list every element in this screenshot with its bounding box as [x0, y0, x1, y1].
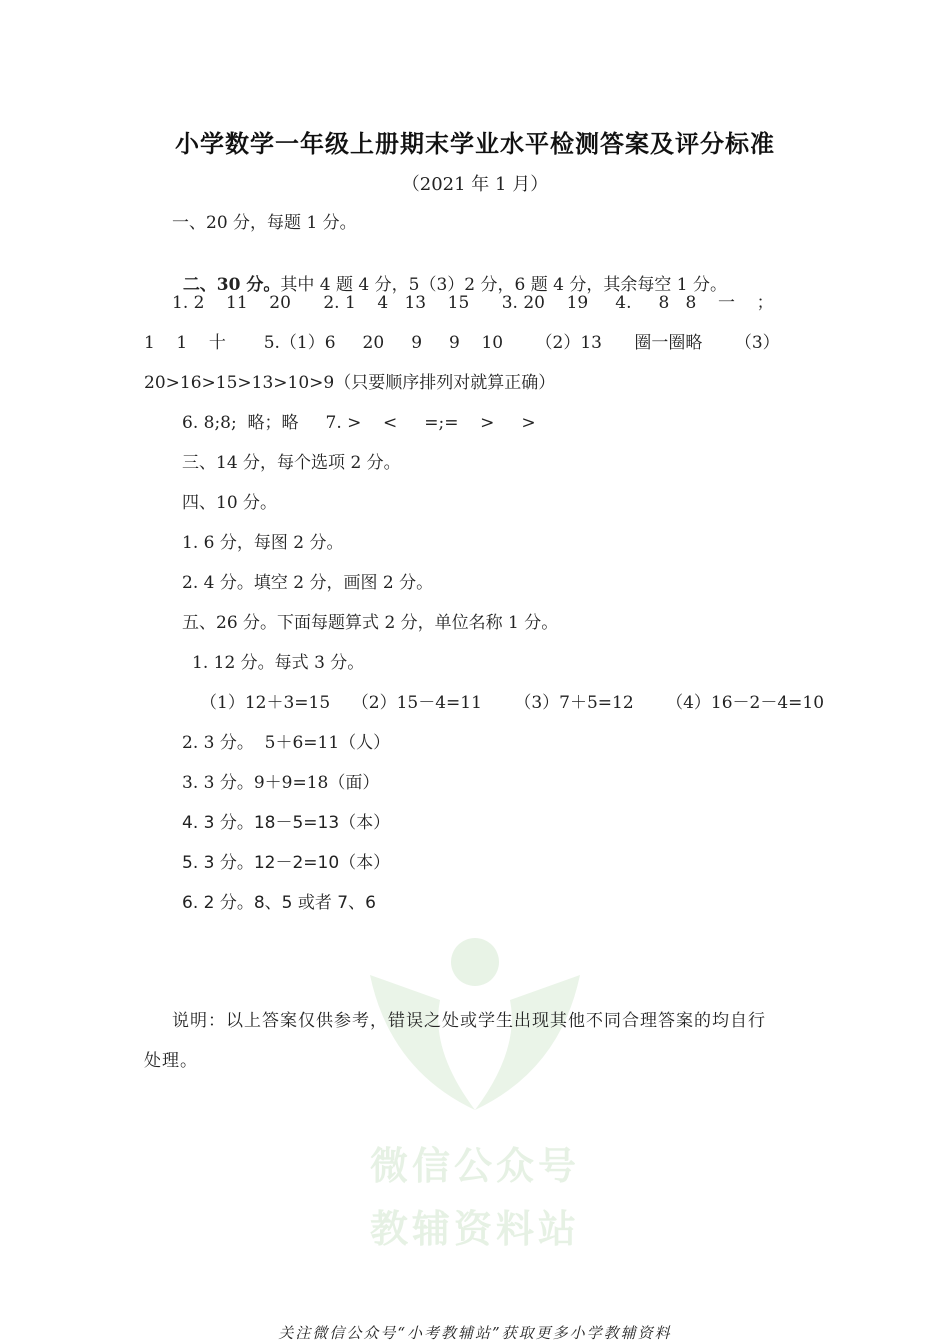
footer-promo: 关注微信公众号“小考教辅站”获取更多小学教辅资料 — [278, 1324, 672, 1342]
watermark-text-1: 微信公众号 — [369, 1144, 580, 1188]
document-title: 小学数学一年级上册期末学业水平检测答案及评分标准 — [175, 129, 775, 158]
section-5-item-3: 3. 3 分。9＋9=18（面） — [182, 773, 380, 793]
section-5: 五、26 分。下面每题算式 2 分，单位名称 1 分。 — [182, 613, 559, 633]
watermark-text-2: 教辅资料站 — [369, 1207, 580, 1251]
section-4-item-2: 2. 4 分。填空 2 分，画图 2 分。 — [182, 573, 434, 593]
note-line-2: 处理。 — [144, 1051, 198, 1071]
section-5-item-1: 1. 12 分。每式 3 分。 — [192, 653, 365, 673]
section-5-item-6: 6. 2 分。8、5 或者 7、6 — [182, 893, 376, 913]
section-2 — [172, 252, 727, 296]
section-4-item-1: 1. 6 分，每图 2 分。 — [182, 533, 344, 553]
section-3: 三、14 分，每个选项 2 分。 — [182, 453, 401, 473]
answer-line-3: 20>16>15>13>10>9（只要顺序排列对就算正确） — [144, 373, 556, 393]
answer-line-4: 6. 8;8; 略；略 7. > < =;= > > — [182, 413, 536, 433]
note-line-1: 说明：以上答案仅供参考，错误之处或学生出现其他不同合理答案的均自行 — [172, 1011, 766, 1031]
section-4: 四、10 分。 — [182, 493, 278, 513]
section-2-heading: 二、30 分。 — [182, 275, 281, 295]
section-2-detail: 其中 4 题 4 分，5（3）2 分，6 题 4 分，其余每空 1 分。 — [280, 275, 727, 295]
section-5-item-4: 4. 3 分。18－5=13（本） — [182, 813, 391, 833]
watermark — [330, 930, 620, 1260]
document-subtitle: （2021 年 1 月） — [401, 174, 549, 195]
section-5-item-5: 5. 3 分。12－2=10（本） — [182, 853, 391, 873]
section-5-item-2: 2. 3 分。 5＋6=11（人） — [182, 733, 391, 753]
section-1: 一、20 分，每题 1 分。 — [172, 213, 357, 233]
section-5-item-1-answers: （1）12＋3=15 （2）15－4=11 （3）7＋5=12 （4）16－2－4=10 — [200, 693, 825, 713]
answer-line-2: 1 1 十 5.（1）6 20 9 9 10 （2）13 圈一圈略 （3） — [144, 333, 780, 353]
answer-line-1: 1. 2 11 20 2. 1 4 13 15 3. 20 19 4. 8 8 一 ； — [172, 293, 774, 313]
